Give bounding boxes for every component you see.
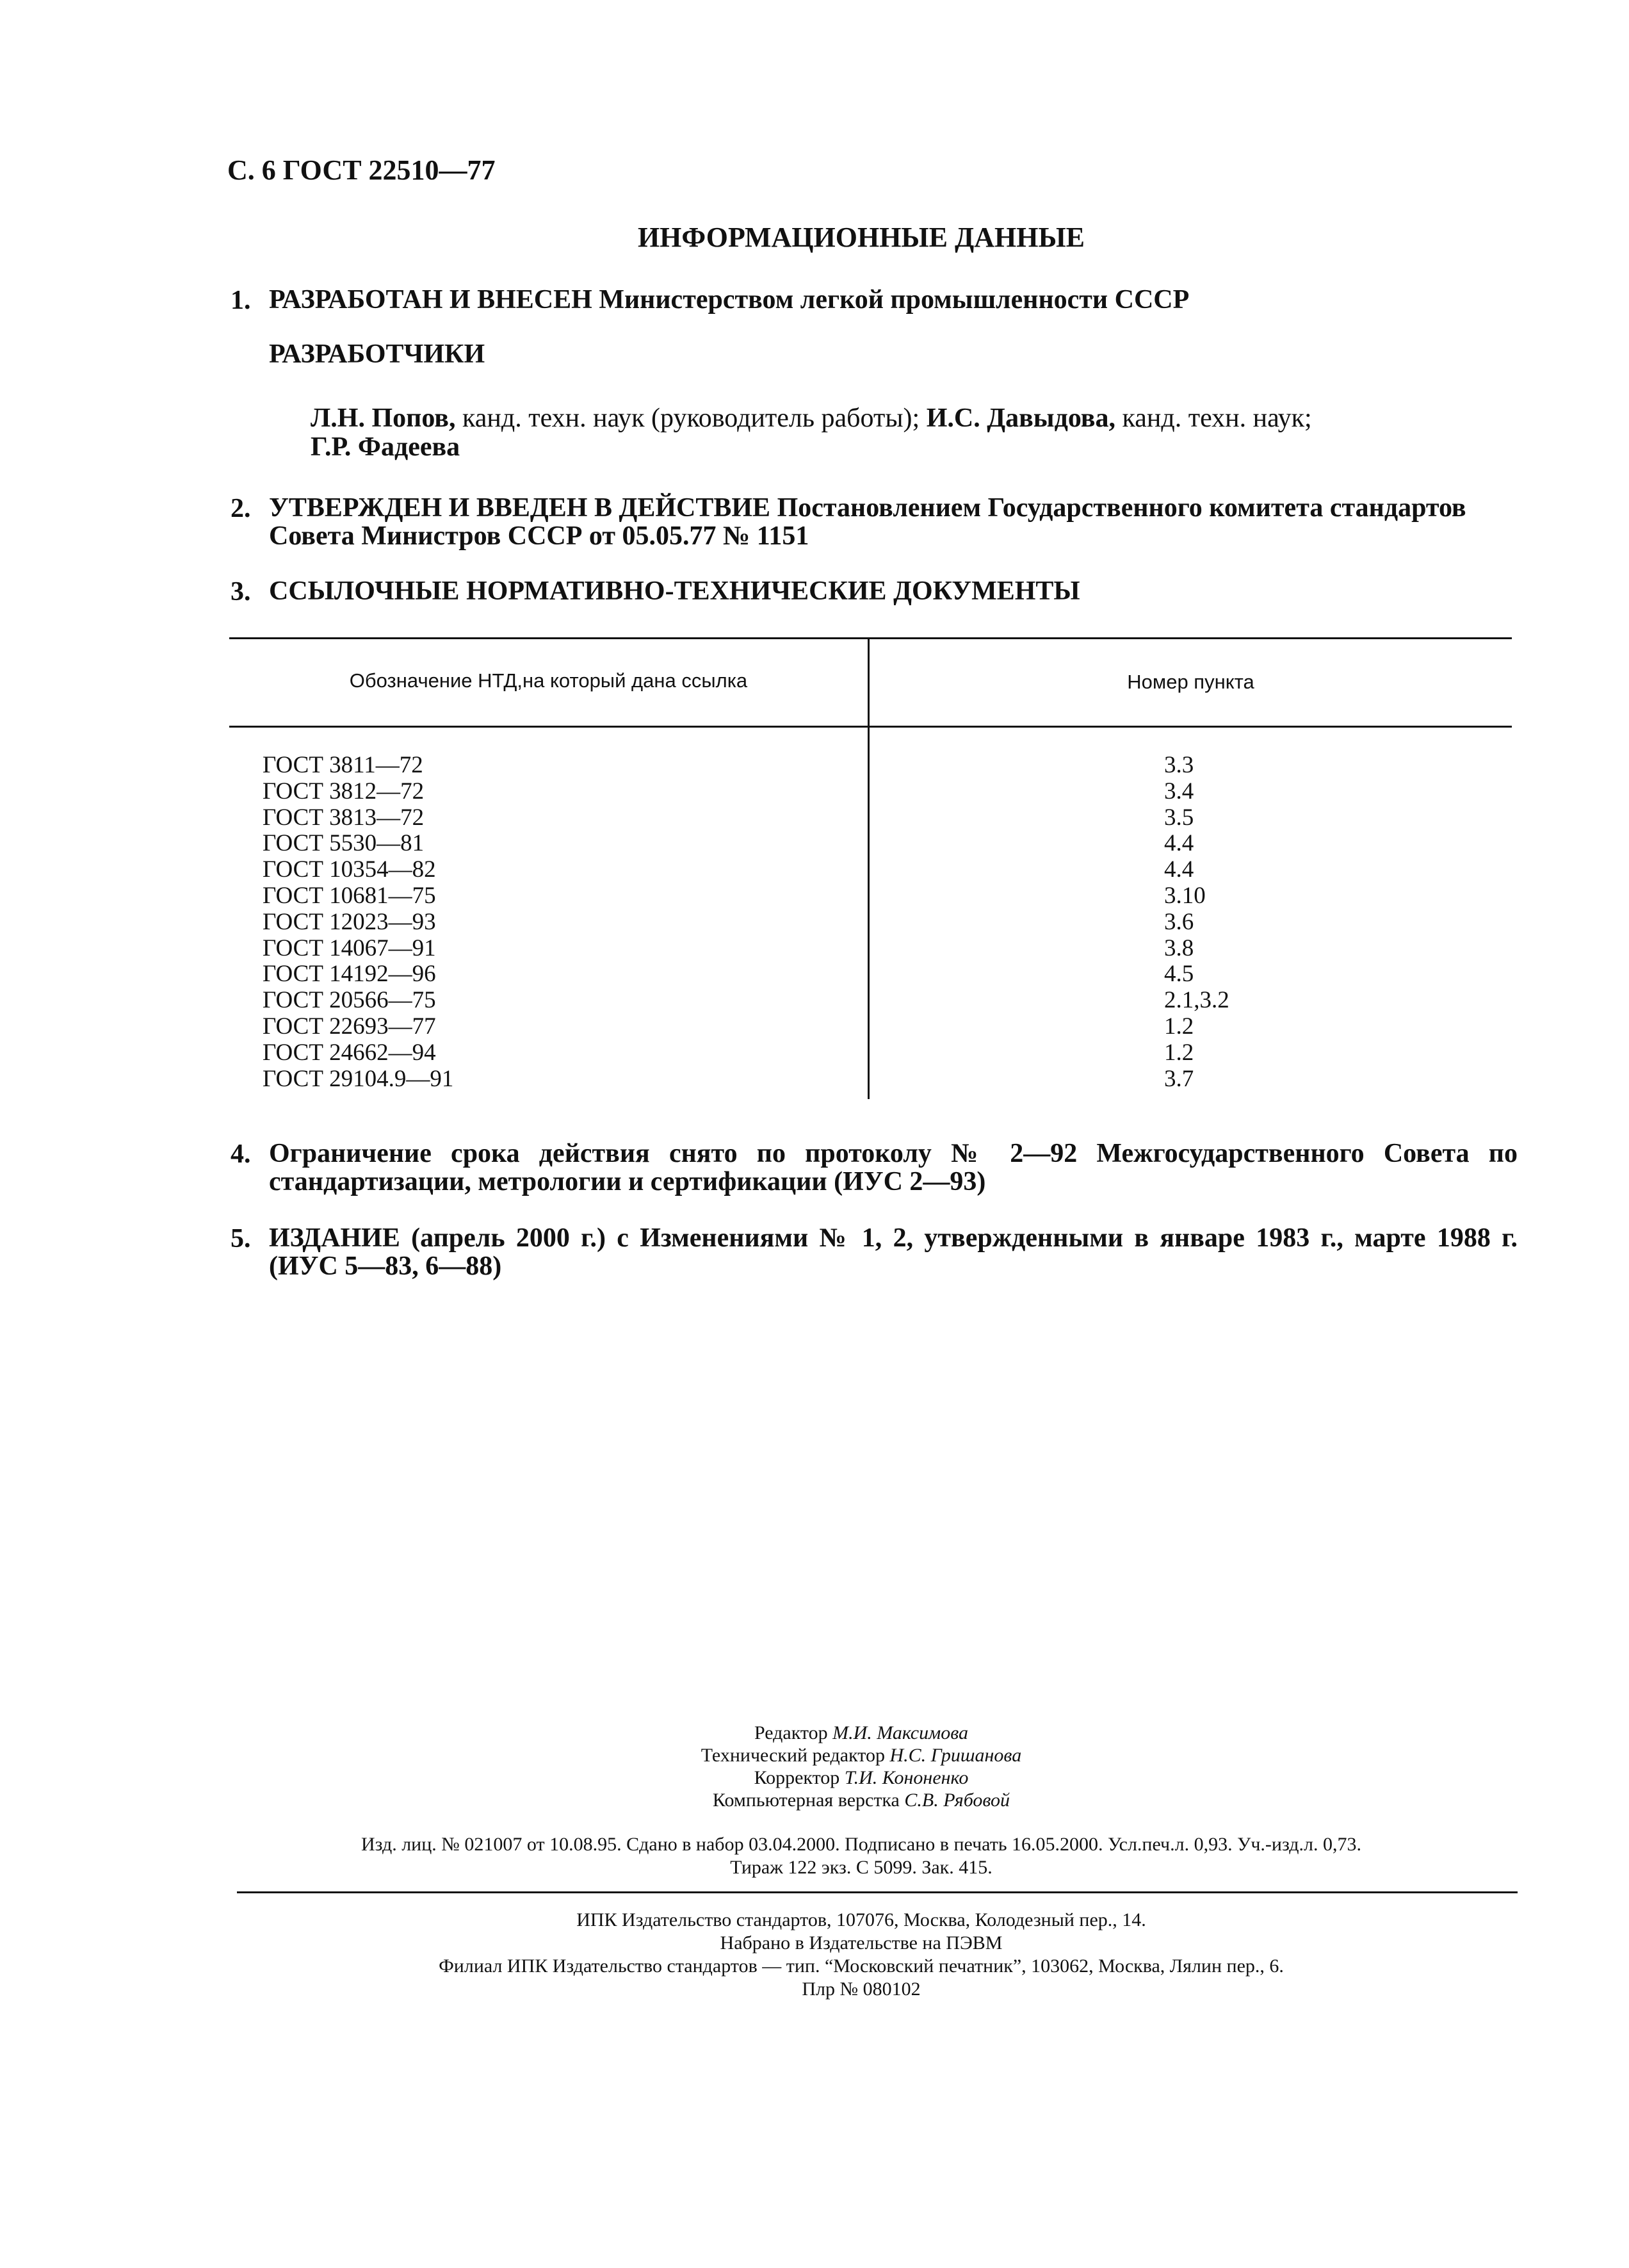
item-5-line-1: ИЗДАНИЕ (апрель 2000 г.) с Изменениями № 1, 2, утвержденными в январе 1983 г., марте 1988 г. xyxy=(269,1223,1518,1253)
developer-1-role: канд. техн. наук (руководитель работы); xyxy=(462,404,920,433)
table-cell-clause: 3.8 xyxy=(1164,934,1194,961)
credit-editor-label: Редактор xyxy=(754,1722,828,1743)
credit-layout xyxy=(0,1789,1629,1812)
item-1 xyxy=(269,285,1189,314)
table-cell-clause: 3.6 xyxy=(1164,908,1194,935)
credit-tech-editor-name: Н.С. Гришанова xyxy=(889,1745,1022,1766)
table-cell-designation: ГОСТ 3811—72 xyxy=(263,752,423,778)
table-cell-designation: ГОСТ 14067—91 xyxy=(263,934,436,961)
developer-2-name: И.С. Давыдова, xyxy=(926,404,1115,433)
table-cell-clause: 3.10 xyxy=(1164,882,1206,909)
credit-editor xyxy=(0,1722,1629,1745)
developer-2-role: канд. техн. наук; xyxy=(1122,404,1312,433)
table-header-rule xyxy=(229,726,1512,728)
developers-heading: РАЗРАБОТЧИКИ xyxy=(269,339,485,369)
item-2-lead: УТВЕРЖДЕН И ВВЕДЕН В ДЕЙСТВИЕ xyxy=(269,493,771,523)
item-2-text-1: Постановлением Государственного комитета стандартов xyxy=(777,493,1466,523)
table-column-clause xyxy=(1164,753,1229,1092)
table-cell-designation: ГОСТ 20566—75 xyxy=(263,987,436,1014)
page-header: С. 6 ГОСТ 22510—77 xyxy=(227,154,496,186)
table-cell-clause: 3.3 xyxy=(1164,752,1194,778)
table-body-divider xyxy=(868,728,870,1099)
item-3-number: 3. xyxy=(231,577,251,607)
table-cell-designation: ГОСТ 3812—72 xyxy=(263,778,425,804)
item-1-number: 1. xyxy=(231,286,251,315)
publisher-line-3: Филиал ИПК Издательство стандартов — тип. “Московский печатник”, 103062, Москва, Лялин пер., 6. xyxy=(439,1955,1284,1977)
credit-layout-label: Компьютерная верстка xyxy=(712,1790,900,1811)
table-cell-clause: 4.4 xyxy=(1164,830,1194,857)
publisher-line-4: Плр № 080102 xyxy=(802,1978,921,2000)
table-top-rule xyxy=(229,637,1512,639)
item-1-lead: РАЗРАБОТАН И ВНЕСЕН xyxy=(269,285,592,314)
table-header-clause: Номер пункта xyxy=(1127,671,1254,693)
table-cell-clause: 3.4 xyxy=(1164,778,1194,804)
table-cell-clause: 3.7 xyxy=(1164,1065,1194,1092)
item-3-text: ССЫЛОЧНЫЕ НОРМАТИВНО-ТЕХНИЧЕСКИЕ ДОКУМЕНТЫ xyxy=(269,576,1080,606)
item-4-line-1: Ограничение срока действия снято по протоколу № 2—92 Межгосударственного Совета по xyxy=(269,1139,1518,1168)
publisher-line-2: Набрано в Издательстве на ПЭВМ xyxy=(720,1932,1003,1954)
item-2-number: 2. xyxy=(231,494,251,523)
table-cell-designation: ГОСТ 10354—82 xyxy=(263,856,436,883)
credit-layout-name: С.В. Рябовой xyxy=(904,1790,1010,1811)
table-cell-clause: 4.5 xyxy=(1164,961,1194,988)
publisher-line-1: ИПК Издательство стандартов, 107076, Москва, Колодезный пер., 14. xyxy=(576,1909,1146,1930)
table-cell-clause: 1.2 xyxy=(1164,1013,1194,1040)
item-2-text-2: Совета Министров СССР от 05.05.77 № 1151 xyxy=(269,521,809,551)
credit-corrector xyxy=(0,1766,1629,1790)
developer-3-name: Г.Р. Фадеева xyxy=(311,432,460,462)
item-5-number: 5. xyxy=(231,1224,251,1253)
document-title: ИНФОРМАЦИОННЫЕ ДАННЫЕ xyxy=(637,222,1085,253)
table-header-designation: Обозначение НТД,на который дана ссылка xyxy=(349,669,748,692)
table-cell-designation: ГОСТ 24662—94 xyxy=(263,1039,436,1066)
item-4-number: 4. xyxy=(231,1139,251,1169)
item-4-line-2: стандартизации, метрологии и сертификации (ИУС 2—93) xyxy=(269,1167,986,1196)
credit-corrector-label: Корректор xyxy=(754,1767,840,1788)
table-cell-designation: ГОСТ 3813—72 xyxy=(263,804,425,831)
table-cell-designation: ГОСТ 22693—77 xyxy=(263,1013,436,1040)
table-cell-designation: ГОСТ 10681—75 xyxy=(263,882,436,909)
imprint-line-2: Тираж 122 экз. С 5099. Зак. 415. xyxy=(730,1857,993,1878)
credit-tech-editor-label: Технический редактор xyxy=(701,1745,885,1766)
developer-1-name: Л.Н. Попов, xyxy=(311,404,456,433)
table-cell-designation: ГОСТ 14192—96 xyxy=(263,961,436,988)
imprint-line-1: Изд. лиц. № 021007 от 10.08.95. Сдано в набор 03.04.2000. Подписано в печать 16.05.2000. Усл.печ.л. 0,93. Уч.-изд.л. 0,73. xyxy=(361,1834,1362,1855)
item-1-text: Министерством легкой промышленности СССР xyxy=(599,285,1190,314)
footer-rule xyxy=(237,1891,1518,1893)
table-cell-clause: 1.2 xyxy=(1164,1039,1194,1066)
table-cell-clause: 3.5 xyxy=(1164,804,1194,831)
table-column-designation xyxy=(263,753,453,1092)
table-cell-clause: 4.4 xyxy=(1164,856,1194,883)
table-cell-designation: ГОСТ 5530—81 xyxy=(263,830,425,857)
table-cell-designation: ГОСТ 12023—93 xyxy=(263,908,436,935)
table-cell-designation: ГОСТ 29104.9—91 xyxy=(263,1065,454,1092)
item-5-line-2: (ИУС 5—83, 6—88) xyxy=(269,1252,502,1281)
credit-editor-name: М.И. Максимова xyxy=(832,1722,969,1743)
developers-line-1 xyxy=(311,404,1312,433)
credit-corrector-name: Т.И. Кононенко xyxy=(844,1767,969,1788)
credit-tech-editor xyxy=(0,1744,1629,1767)
item-2-line-1 xyxy=(269,493,1466,523)
table-cell-clause: 2.1,3.2 xyxy=(1164,987,1229,1014)
